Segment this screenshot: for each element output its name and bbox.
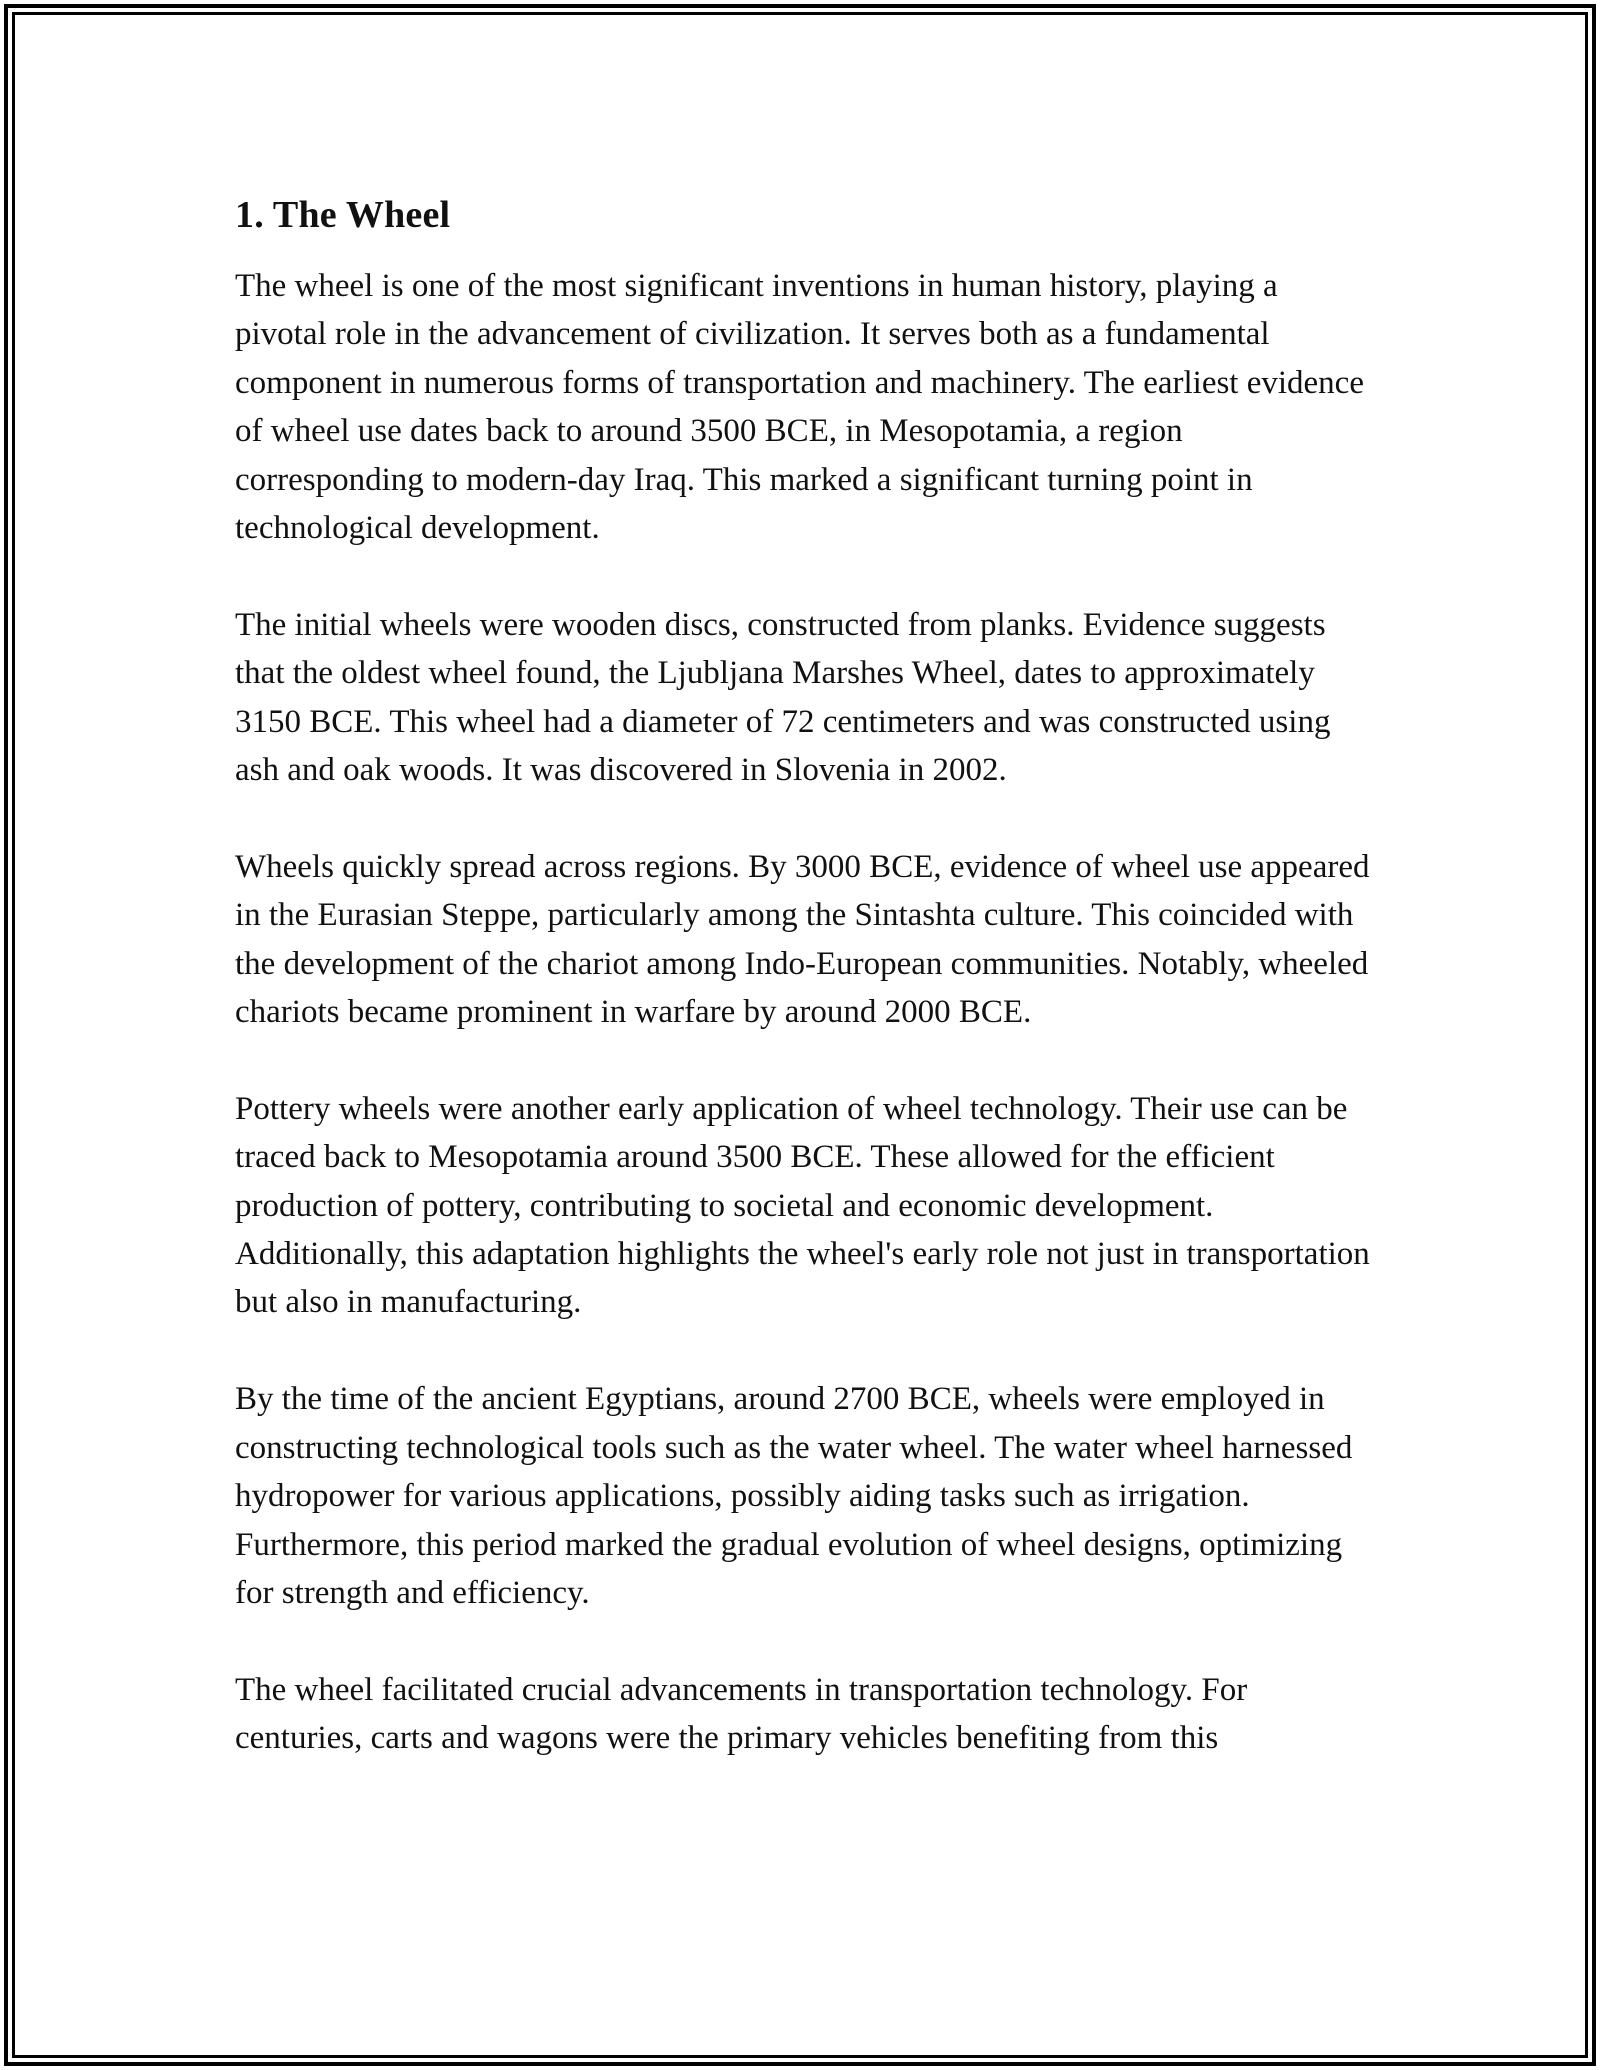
paragraph: By the time of the ancient Egyptians, around 2700 BCE, wheels were employed in constructing technological tools such as the water wheel. The water wheel harnessed hydropower for various applications, possibly aiding tasks such as irrigation. Furthermore, this period marked the gradual evolution of wheel designs, optimizing for strength and efficiency. <box>235 1381 1353 1611</box>
paragraph: The wheel is one of the most significant inventions in human history, playing a pivotal role in the advancement of civilization. It serves both as a fundamental component in numerous forms of transportation and machinery. The earliest evidence of wheel use dates back to around 3500 BCE, in Mesopotamia, a region corresponding to modern-day Iraq. This marked a significant turning point in technological development. <box>235 268 1364 547</box>
paragraph: Pottery wheels were another early application of wheel technology. Their use can be traced back to Mesopotamia around 3500 BCE. These allowed for the efficient production of pottery, contributing to societal and economic development. Additionally, this adaptation highlights the wheel's early role not just in transportation but also in manufacturing. <box>235 1090 1370 1321</box>
paragraph: The initial wheels were wooden discs, constructed from planks. Evidence suggests that the oldest wheel found, the Ljubljana Marshes Wheel, dates to approximately 3150 BCE. This wheel had a diameter of 72 centimeters and was constructed using ash and oak woods. It was discovered in Slovenia in 2002. <box>235 606 1331 789</box>
section-heading: 1. The Wheel <box>235 194 451 236</box>
paragraph: Wheels quickly spread across regions. By 3000 BCE, evidence of wheel use appeared in the Eurasian Steppe, particularly among the Sintashta culture. This coincided with the development of the chariot among Indo-European communities. Notably, wheeled chariots became prominent in warfare by around 2000 BCE. <box>235 848 1370 1031</box>
document-page <box>235 190 1375 1763</box>
paragraph: The wheel facilitated crucial advancements in transportation technology. For centuries, carts and wagons were the primary vehicles benefiting from this <box>235 1671 1248 1757</box>
